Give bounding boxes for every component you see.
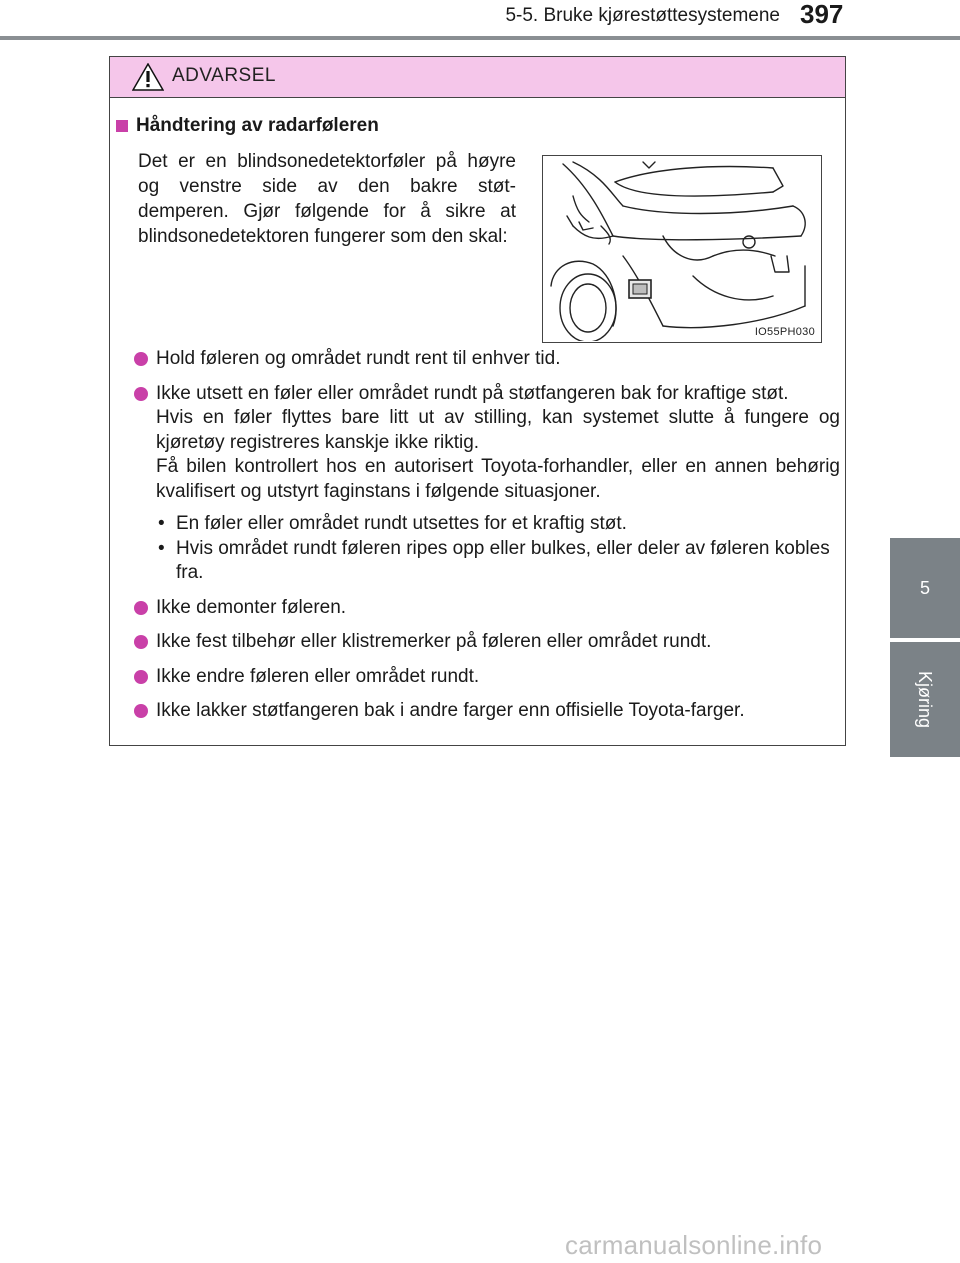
chapter-tab-label: [890, 642, 960, 757]
small-bullet-icon: •: [158, 513, 165, 534]
rear-bumper-sensor-illustration: [542, 155, 822, 343]
warning-box: [109, 56, 846, 746]
sub-list-item: [156, 537, 840, 586]
small-bullet-icon: •: [158, 537, 165, 559]
square-bullet-icon: [116, 120, 128, 132]
watermark: carmanualsonline.info: [565, 1230, 823, 1260]
warning-label: ADVARSEL: [172, 65, 276, 86]
list-item: [134, 699, 840, 724]
bullet-text: Ikke utsett en føler eller området rundt på støtfangeren bak for kraftige støt.: [156, 382, 789, 404]
sub-item-text: Hvis området rundt føleren ripes opp eller bulkes, eller deler av føleren kobles fra.: [176, 537, 830, 583]
list-item: [134, 596, 840, 621]
bullet-text: Få bilen kontrollert hos en autorisert Toyota-forhandler, eller en annen behørig kvalifisert og utstyrt faginstans i følgende situasjoner.: [156, 456, 840, 502]
list-item: [134, 382, 840, 586]
bullet-text: Hvis en føler flyttes bare litt ut av stilling, kan systemet slutte å fungere og kjøretøy registreres kanskje ikke riktig.: [156, 407, 840, 453]
section-heading-text: Håndtering av radarføleren: [136, 115, 379, 136]
section-title: 5-5. Bruke kjørestøttesystemene: [505, 5, 780, 26]
intro-paragraph: Det er en blindsonedetektorføler på høyre og venstre side av den bakre støt-demperen. Gjør følgende for å sikre at blindsonedetektoren fungerer som den skal:: [138, 151, 516, 247]
section-heading: [116, 115, 379, 137]
chapter-tab-number: [890, 538, 960, 638]
round-bullet-icon: [134, 387, 148, 401]
bullet-text: Ikke fest tilbehør eller klistremerker på føleren eller området rundt.: [156, 631, 712, 652]
figure-code: IO55PH030: [754, 326, 815, 338]
chapter-number: 5: [919, 577, 930, 598]
bullet-text: Ikke lakker støtfangeren bak i andre farger enn offisielle Toyota-farger.: [156, 700, 745, 721]
round-bullet-icon: [134, 352, 148, 366]
sub-list-item: [156, 512, 840, 537]
sub-list: [156, 512, 840, 586]
round-bullet-icon: [134, 670, 148, 684]
round-bullet-icon: [134, 635, 148, 649]
warning-header: [110, 57, 845, 98]
list-item: [134, 665, 840, 690]
bullet-text: Ikke demonter føleren.: [156, 596, 347, 618]
round-bullet-icon: [134, 601, 148, 615]
warning-triangle-icon: [132, 63, 164, 91]
car-rear-drawing: [543, 156, 820, 341]
list-item: [134, 347, 840, 372]
chapter-label: Kjøring: [915, 670, 936, 729]
sub-item-text: En føler eller området rundt utsettes for et kraftig støt.: [176, 513, 627, 534]
bullet-text: Hold føleren og området rundt rent til enhver tid.: [156, 348, 561, 369]
bullet-text: Ikke endre føleren eller området rundt.: [156, 665, 480, 687]
list-item: [134, 630, 840, 655]
header-divider: [0, 36, 960, 40]
warning-bullet-list: [134, 347, 840, 734]
round-bullet-icon: [134, 704, 148, 718]
page-number: 397: [800, 0, 844, 29]
